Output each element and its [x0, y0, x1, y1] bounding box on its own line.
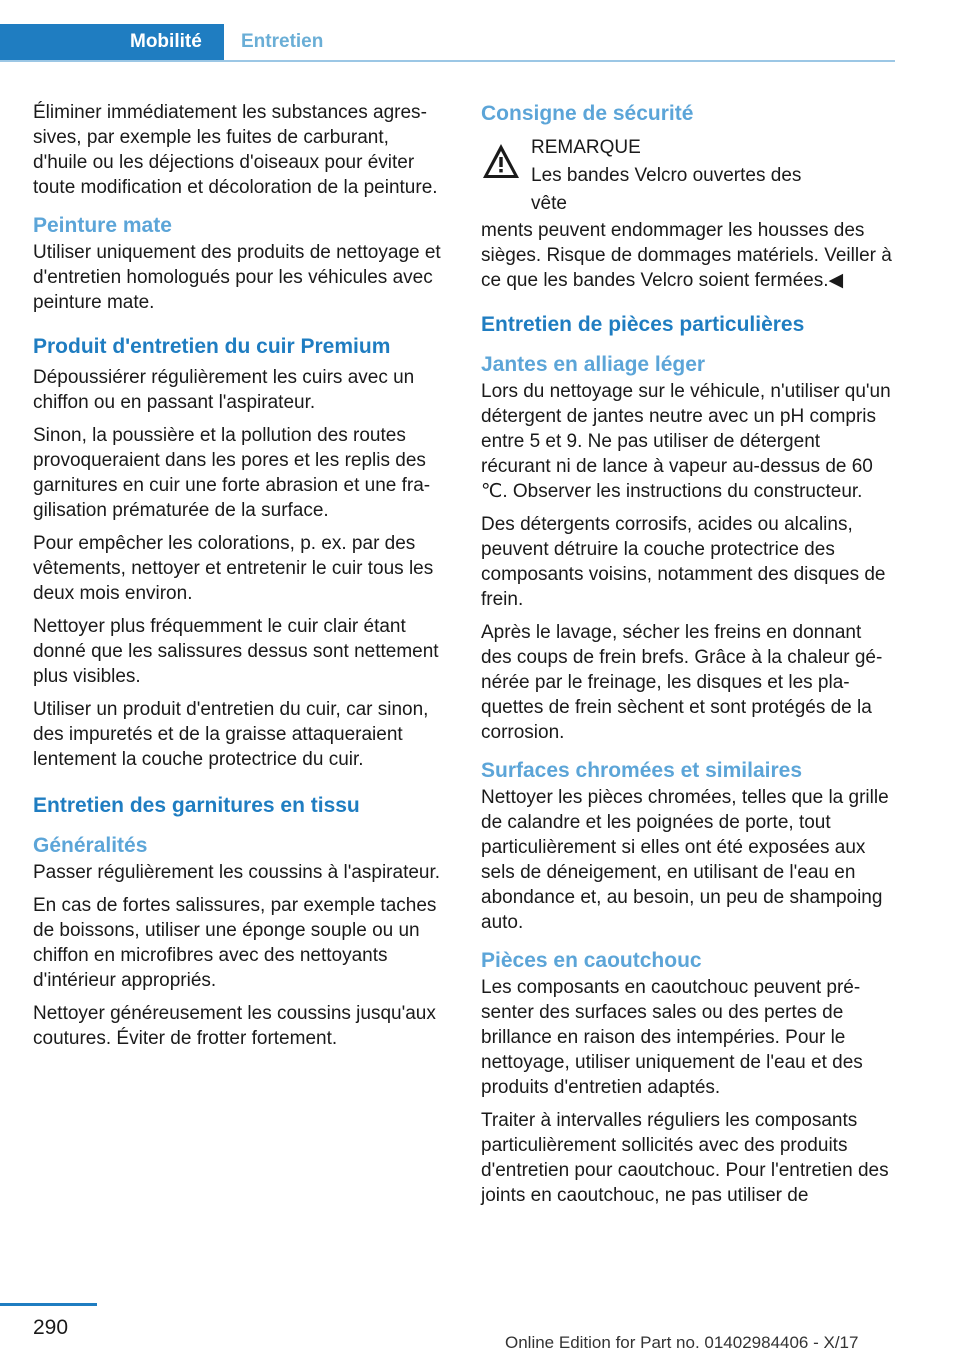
rims-paragraph-3: Après le lavage, sécher les freins en donnant des coups de frein brefs. Grâce à la chaleur générée par le freinage, les disques et les plaquettes de frein sèchent et sont protégés de la corrosion. [481, 622, 883, 743]
chrome-heading: Surfaces chromées et similaires [481, 759, 803, 782]
rubber-paragraph-2: Traiter à intervalles réguliers les composants particulièrement sollicités avec des produits d'entretien pour caoutchouc. Pour l'entretien des joints en caoutchouc, ne pas utiliser de [481, 1110, 889, 1206]
chrome-paragraph: Nettoyer les pièces chromées, telles que la grille de calandre et les poignées de porte, tout particulièrement si elles ont été exposées aux sels de déneigement, en utilisant de l'eau en abondance et, au besoin, un peu de shampoing auto. [481, 787, 889, 933]
leather-paragraph-2: Sinon, la poussière et la pollution des routes provoqueraient dans les pores et les replis des garnitures en cuir une forte abrasion et une fragilisation prématurée de la surface. [33, 425, 431, 521]
tab-entretien[interactable]: Entretien [241, 31, 324, 52]
alloy-rims-heading: Jantes en alliage léger [481, 353, 706, 376]
tab-mobilite[interactable]: Mobilité [0, 24, 224, 60]
footer-rule [0, 1303, 97, 1306]
fabric-paragraph-2: En cas de fortes salissures, par exemple taches de boissons, utiliser une éponge souple ou un chiffon en microfibres avec des nettoyants d'intérieur appropriés. [33, 895, 437, 991]
fabric-paragraph-1: Passer régulièrement les coussins à l'aspirateur. [33, 862, 441, 883]
leather-paragraph-1: Dépoussiérer régulièrement les cuirs avec un chiffon ou en passant l'aspirateur. [33, 367, 415, 413]
rubber-paragraph-1: Les composants en caoutchouc peuvent présenter des surfaces sales ou des pertes de brillance en raison des intempéries. Pour le nettoyage, utiliser uniquement de l'eau et des produits d'entretien adaptés. [481, 977, 863, 1098]
matte-paint-text: Utiliser uniquement des produits de nettoyage et d'entretien homologués pour les véhicules avec peinture mate. [33, 242, 441, 313]
leather-paragraph-5: Utiliser un produit d'entretien du cuir, car sinon, des impuretés et de la graisse attaqueraient lentement la couche protectrice du cuir. [33, 699, 429, 770]
right-column [481, 100, 895, 1216]
warning-triangle-icon [481, 142, 521, 180]
matte-paint-heading: Peinture mate [33, 214, 172, 237]
leather-paragraph-3: Pour empêcher les colorations, p. ex. par des vêtements, nettoyer et entretenir le cuir tous les deux mois environ. [33, 533, 434, 604]
notice-first-line: Les bandes Velcro ouvertes des vête [531, 165, 802, 214]
notice-label: REMARQUE [531, 137, 641, 158]
rims-paragraph-1: Lors du nettoyage sur le véhicule, n'utiliser qu'un détergent de jantes neutre avec un pH compris entre 5 et 9. Ne pas utiliser de détergent récurant ni de lance à vapeur au-dessus de 60 ℃. Observer les instructions du constructeur. [481, 381, 891, 502]
left-column [33, 100, 447, 1059]
rims-paragraph-2: Des détergents corrosifs, acides ou alcalins, peuvent détruire la couche protectrice des composants voisins, notamment des disques de frein. [481, 514, 886, 610]
page-number: 290 [33, 1316, 69, 1339]
fabric-paragraph-3: Nettoyer généreusement les coussins jusqu'aux coutures. Éviter de frotter fortement. [33, 1003, 436, 1049]
leather-paragraph-4: Nettoyer plus fréquemment le cuir clair étant donné que les salissures dessus sont nettement plus visibles. [33, 616, 439, 687]
chapter-tabs [0, 24, 341, 60]
special-parts-heading: Entretien de pièces particulières [481, 313, 805, 336]
rubber-heading: Pièces en caoutchouc [481, 949, 702, 972]
notice-body: ments peuvent endommager les housses des sièges. Risque de dommages matériels. Veiller à ce que les bandes Velcro soient fermées.◀ [481, 220, 892, 291]
edition-note: Online Edition for Part no. 01402984406 - X/17 [505, 1333, 859, 1352]
general-heading: Généralités [33, 834, 148, 857]
safety-notice [481, 134, 895, 293]
leather-care-heading: Produit d'entretien du cuir Premium [33, 335, 391, 358]
fabric-care-heading: Entretien des garnitures en tissu [33, 794, 360, 817]
intro-paragraph: Éliminer immédiatement les substances agressives, par exemple les fuites de carburant, d'huile ou les déjections d'oiseaux pour éviter toute modification et décoloration de la peinture. [33, 102, 438, 198]
safety-notice-heading: Consigne de sécurité [481, 102, 694, 125]
header-rule [0, 60, 895, 62]
